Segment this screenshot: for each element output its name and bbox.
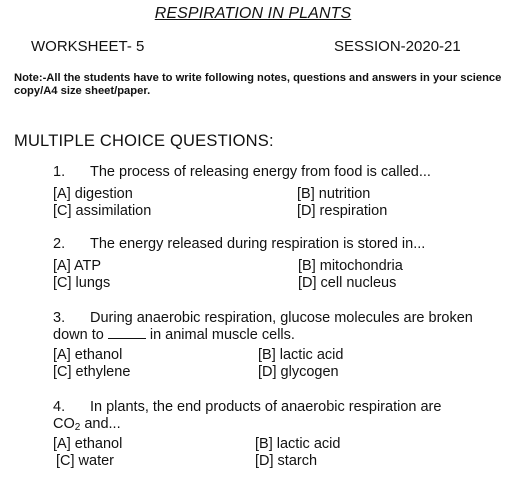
option-b: [B] lactic acid	[255, 436, 341, 452]
question-4	[53, 399, 441, 436]
option-c: [C] ethylene	[53, 364, 131, 380]
question-1	[53, 164, 431, 181]
note-line-2: copy/A4 size sheet/paper.	[14, 85, 151, 97]
question-text-part: in animal muscle cells.	[149, 327, 295, 343]
option-d: [D] cell nucleus	[298, 275, 397, 291]
option-b: [B] nutrition	[297, 186, 371, 202]
question-text: During anaerobic respiration, glucose molecules are broken	[90, 310, 473, 326]
question-text: The energy released during respiration is stored in...	[90, 236, 426, 252]
option-d: [D] glycogen	[258, 364, 339, 380]
option-d: [D] respiration	[297, 203, 388, 219]
worksheet-label: WORKSHEET- 5	[31, 38, 145, 55]
option-a: [A] ethanol	[53, 347, 123, 363]
option-b: [B] mitochondria	[298, 258, 403, 274]
question-number: 2.	[53, 236, 66, 252]
question-line-2	[53, 416, 441, 436]
question-text-part: CO	[53, 416, 75, 432]
session-label: SESSION-2020-21	[334, 38, 461, 55]
question-text: In plants, the end products of anaerobic respiration are	[90, 399, 442, 415]
option-c: [C] lungs	[53, 275, 111, 291]
subscript: 2	[74, 422, 81, 433]
page-title: RESPIRATION IN PLANTS	[154, 5, 352, 22]
question-text-part: and...	[80, 416, 121, 432]
question-line-1	[53, 310, 473, 327]
instruction-note	[14, 72, 501, 98]
question-3	[53, 310, 473, 344]
option-c: [C] water	[56, 453, 115, 469]
option-a: [A] ATP	[53, 258, 102, 274]
option-c: [C] assimilation	[53, 203, 152, 219]
option-a: [A] ethanol	[53, 436, 123, 452]
answer-blank	[108, 327, 146, 339]
question-2	[53, 236, 425, 253]
option-a: [A] digestion	[53, 186, 133, 202]
option-b: [B] lactic acid	[258, 347, 344, 363]
note-line-1: Note:-All the students have to write following notes, questions and answers in your science	[14, 72, 502, 84]
question-number: 1.	[53, 164, 66, 180]
question-line-1	[53, 399, 441, 416]
question-number: 4.	[53, 399, 66, 415]
question-text-part: down to	[53, 327, 104, 343]
question-text: The process of releasing energy from food is called...	[90, 164, 431, 180]
option-d: [D] starch	[255, 453, 318, 469]
section-title: MULTIPLE CHOICE QUESTIONS:	[14, 132, 274, 150]
question-number: 3.	[53, 310, 66, 326]
question-line-2	[53, 327, 473, 344]
